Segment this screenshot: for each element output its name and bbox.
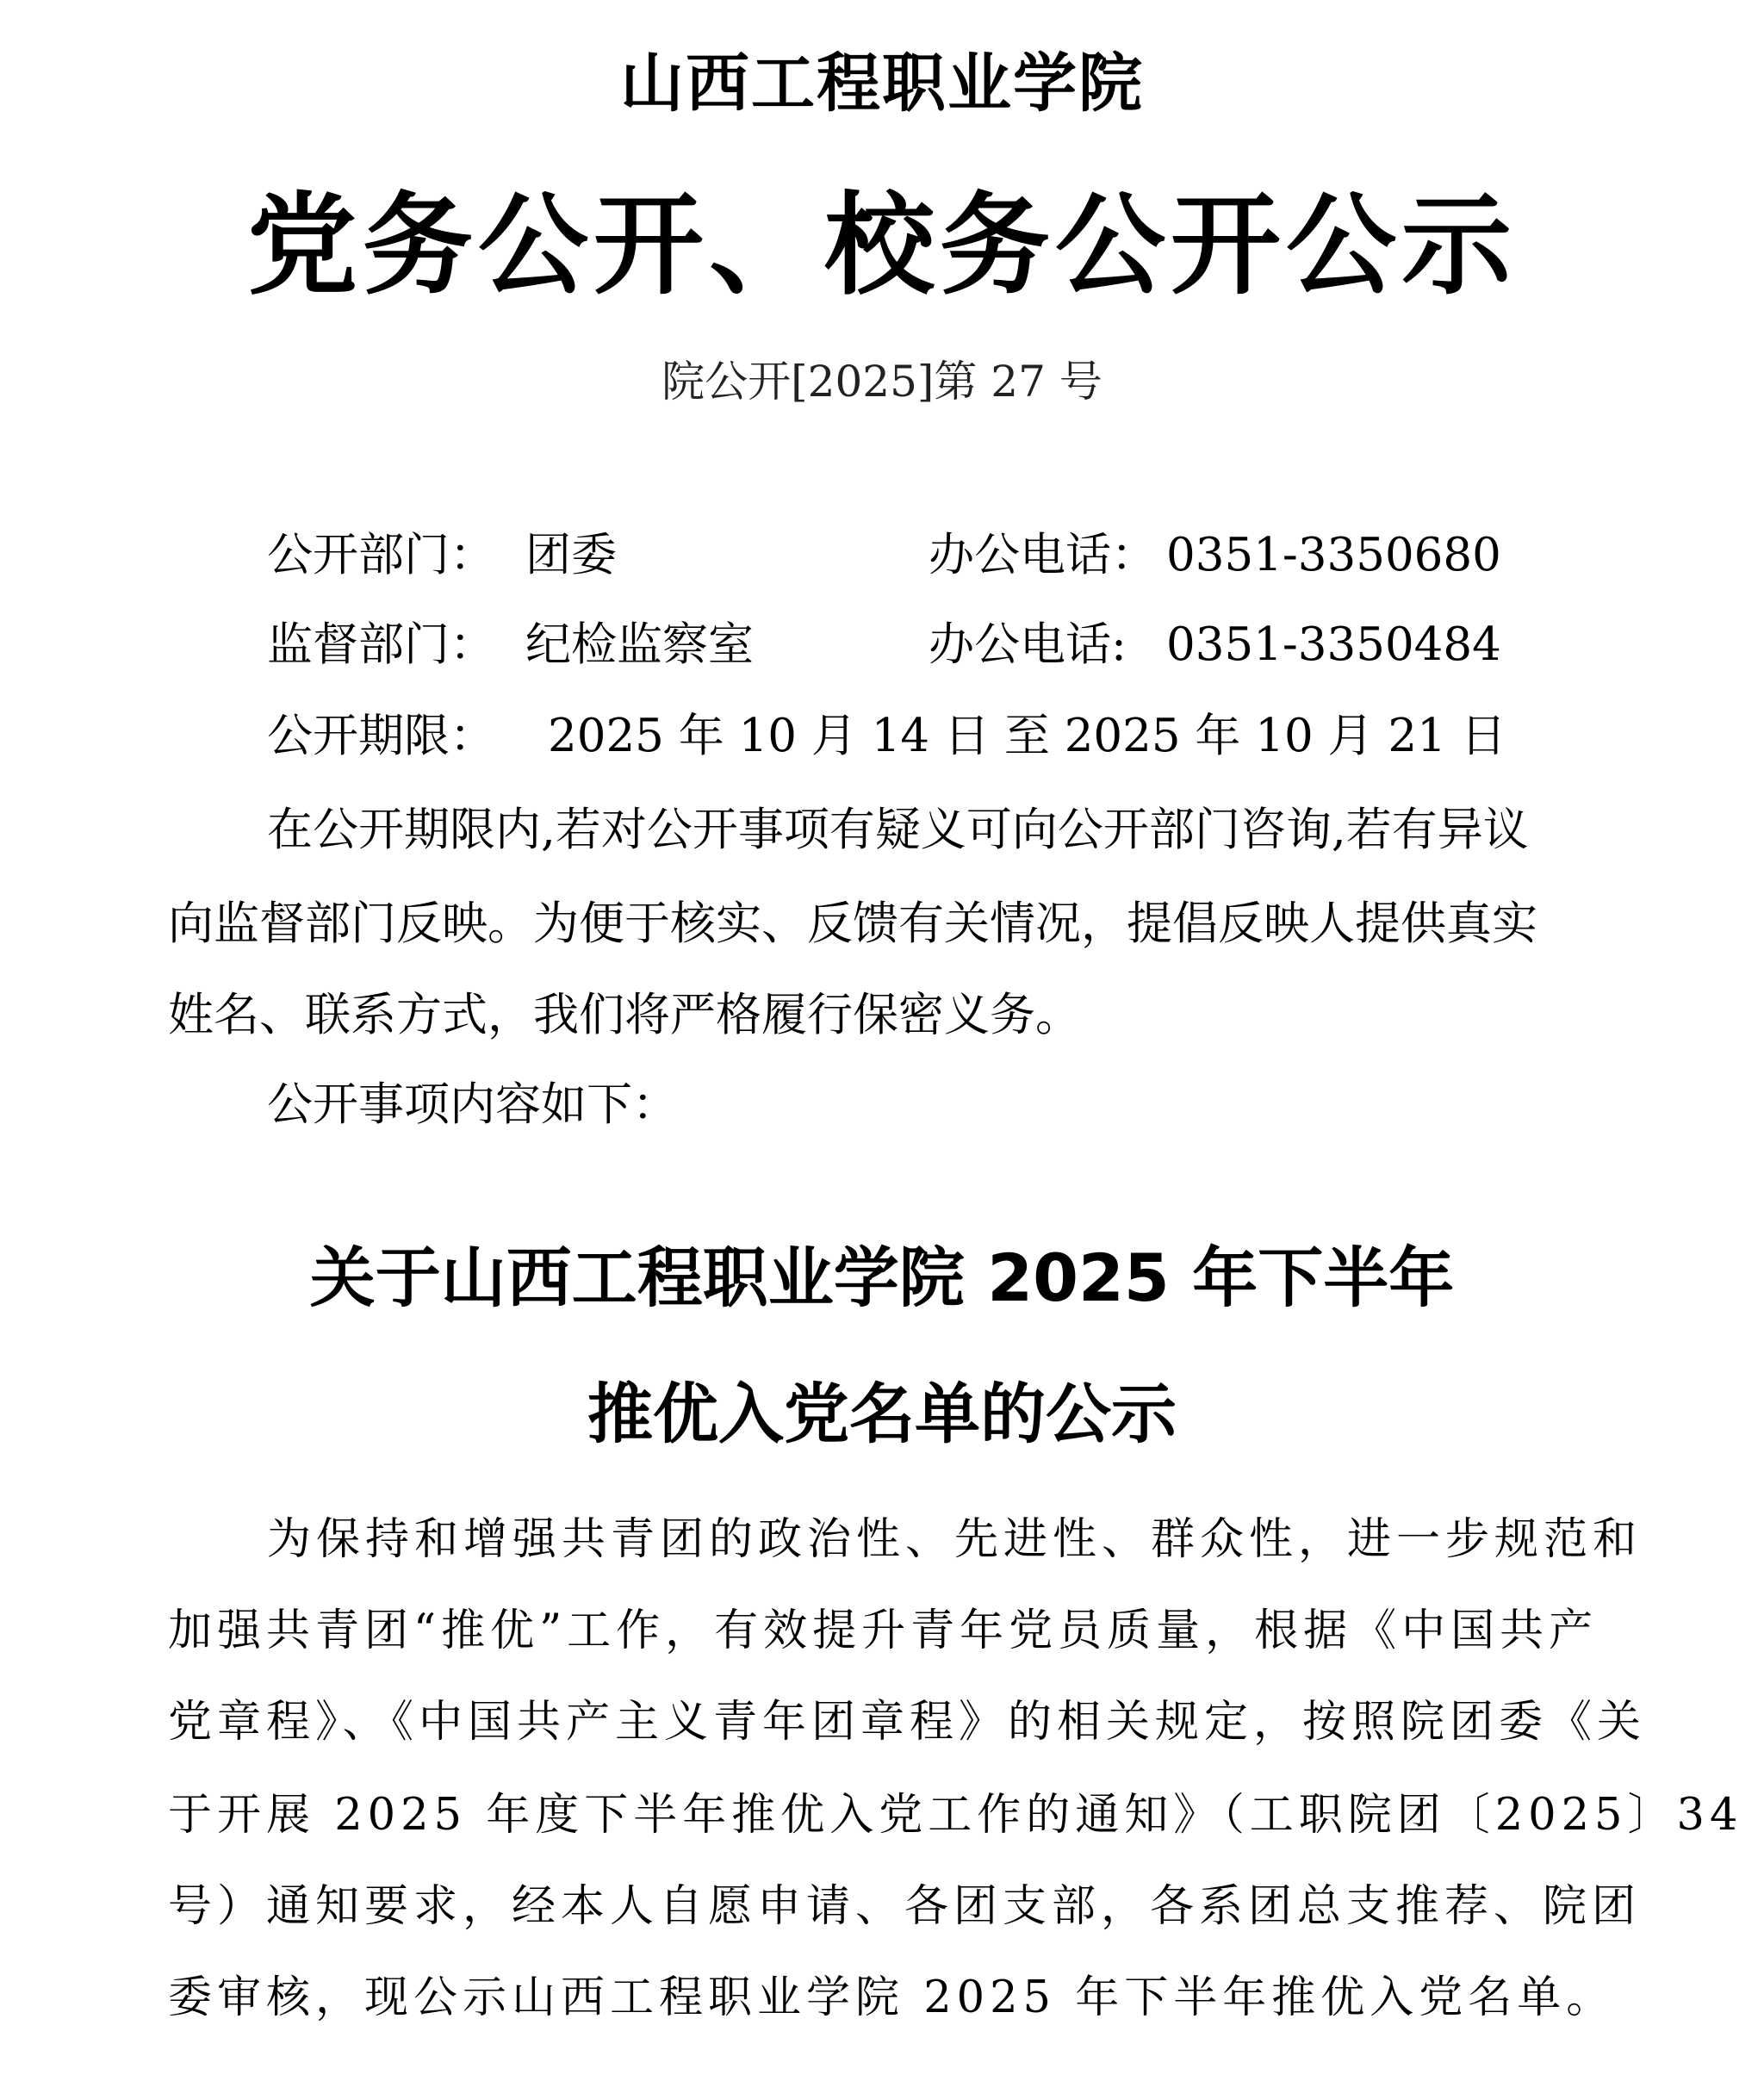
supervise-dept-label: 监督部门： (267, 618, 495, 671)
announcement-body-line-5: 号）通知要求，经本人自愿申请、各团支部，各系团总支推荐、院团 (168, 1881, 1642, 1932)
announcement-body-line-2: 加强共青团“推优”工作，有效提升青年党员质量，根据《中国共产 (168, 1606, 1599, 1656)
announcement-body-line-4: 于开展 2025 年度下半年推优入党工作的通知》（工职院团〔2025〕34 (168, 1790, 1743, 1841)
announcement-body-line-1: 为保持和增强共青团的政治性、先进性、群众性，进一步规范和 (267, 1514, 1643, 1565)
supervise-phone-value: 0351-3350484 (1166, 618, 1501, 671)
public-dept-label: 公开部门： (267, 529, 495, 581)
period-row (267, 710, 1559, 765)
supervise-dept-row (267, 618, 1501, 674)
notice-line-2: 向监督部门反映。为便于核实、反馈有关情况，提倡反映人提供真实 (168, 898, 1537, 950)
document-number: 院公开[2025]第 27 号 (662, 357, 1102, 407)
announcement-body-line-6: 委审核，现公示山西工程职业学院 2025 年下半年推优入党名单。 (168, 1972, 1616, 2023)
public-dept-value: 团委 (525, 529, 617, 581)
public-phone-value: 0351-3350680 (1166, 529, 1501, 581)
notice-line-1: 在公开期限内,若对公开事项有疑义可向公开部门咨询,若有异议 (267, 804, 1529, 856)
school-name: 山西工程职业学院 (620, 47, 1144, 121)
announcement-body-line-3: 党章程》、《中国共产主义青年团章程》的相关规定，按照院团委《关 (168, 1697, 1647, 1748)
page-title: 党务公开、校务公开公示 (246, 182, 1517, 310)
notice-line-3: 姓名、联系方式，我们将严格履行保密义务。 (168, 989, 1081, 1041)
supervise-dept-value: 纪检监察室 (525, 618, 754, 671)
period-value: 2025 年 10 月 14 日 至 2025 年 10 月 21 日 (548, 710, 1506, 762)
period-label: 公开期限： (267, 710, 495, 762)
public-dept-row (267, 529, 1501, 584)
content-intro: 公开事项内容如下： (267, 1078, 678, 1131)
supervise-phone-label: 办公电话: (929, 618, 1127, 671)
announcement-title-line-2: 推优入党名单的公示 (587, 1376, 1177, 1452)
announcement-title-line-1: 关于山西工程职业学院 2025 年下半年 (309, 1239, 1455, 1316)
public-phone-label: 办公电话： (929, 529, 1157, 581)
